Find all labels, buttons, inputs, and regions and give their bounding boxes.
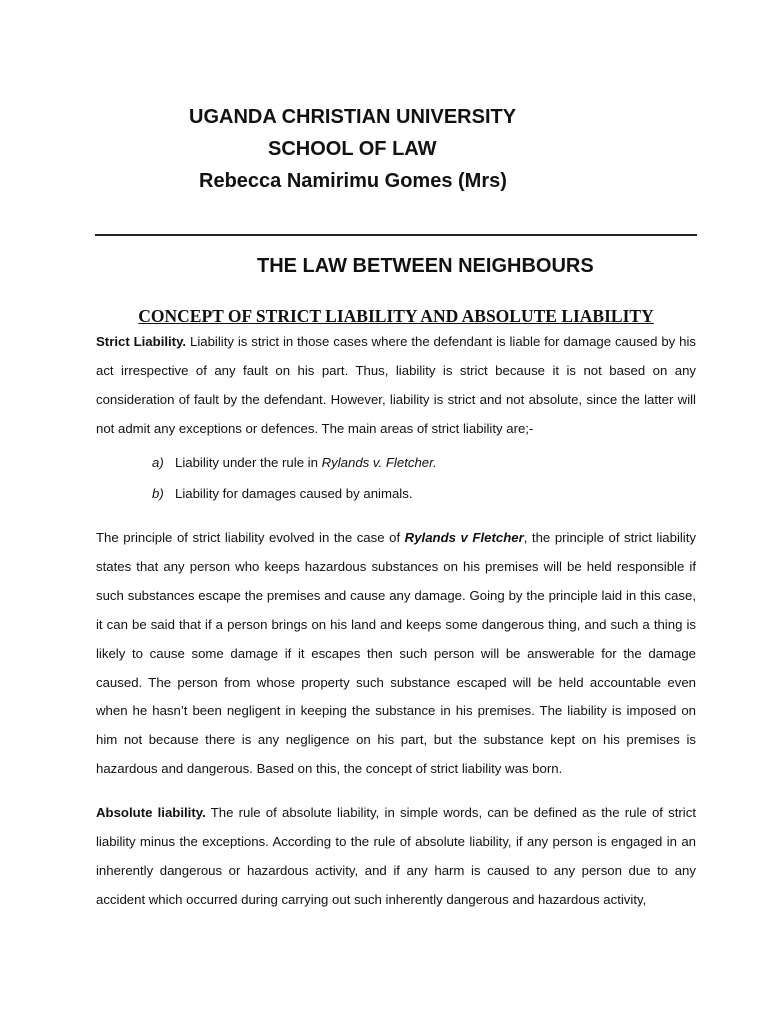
list-marker: a): [152, 455, 164, 470]
list-item: [152, 484, 413, 504]
principle-text-before: The principle of strict liability evolved in the case of: [96, 530, 405, 545]
school-name: SCHOOL OF LAW: [268, 138, 437, 160]
list-item-text: Liability under the rule in: [175, 455, 322, 470]
author-name: Rebecca Namirimu Gomes (Mrs): [199, 170, 507, 192]
university-name: UGANDA CHRISTIAN UNIVERSITY: [189, 106, 517, 128]
horizontal-divider: [95, 234, 697, 236]
list-item-text: Liability for damages caused by animals.: [175, 486, 413, 501]
principle-text-after: , the principle of strict liability states that any person who keeps hazardous substances on his premises will be held responsible if such substances escape the premises and cause any damage. Going by the principle laid in this case, it can be said that if a person brings on his land and keeps some dangerous thing, and such a thing is likely to cause some damage if it escapes then such person will be answerable for the damage caused. The person from whose property such substance escaped will be held accountable even when he hasn’t been negligent in keeping the substance in his premises. The liability is imposed on him not because there is any negligence on his part, but the substance kept on his premises is hazardous and dangerous. Based on this, the concept of strict liability was born.: [96, 530, 696, 777]
strict-liability-text: Liability is strict in those cases where the defendant is liable for damage caused by his act irrespective of any fault on his part. Thus, liability is strict because it is not based on any consideration of fault by the defendant. However, liability is strict and not absolute, since the latter will not admit any exceptions or defences. The main areas of strict liability are;-: [96, 334, 697, 436]
absolute-liability-text: The rule of absolute liability, in simple words, can be defined as the rule of strict liability minus the exceptions. According to the rule of absolute liability, if any person is engaged in an inherently dangerous or hazardous activity, and if any harm is caused to any person due to any accident which occurred during carrying out such inherently dangerous and hazardous activity,: [96, 805, 696, 907]
case-name: Rylands v Fletcher: [404, 530, 524, 545]
absolute-liability-paragraph: [96, 799, 696, 915]
list-marker: b): [152, 486, 164, 501]
absolute-liability-term: Absolute liability.: [96, 805, 206, 820]
strict-liability-term: Strict Liability.: [96, 334, 187, 349]
list-item-case: Rylands v. Fletcher.: [321, 455, 437, 470]
section-heading: CONCEPT OF STRICT LIABILITY AND ABSOLUTE LIABILITY: [138, 306, 654, 326]
list-item: [152, 453, 437, 473]
strict-liability-paragraph: [96, 328, 696, 444]
document-title: THE LAW BETWEEN NEIGHBOURS: [257, 255, 594, 277]
principle-paragraph: [96, 524, 696, 784]
